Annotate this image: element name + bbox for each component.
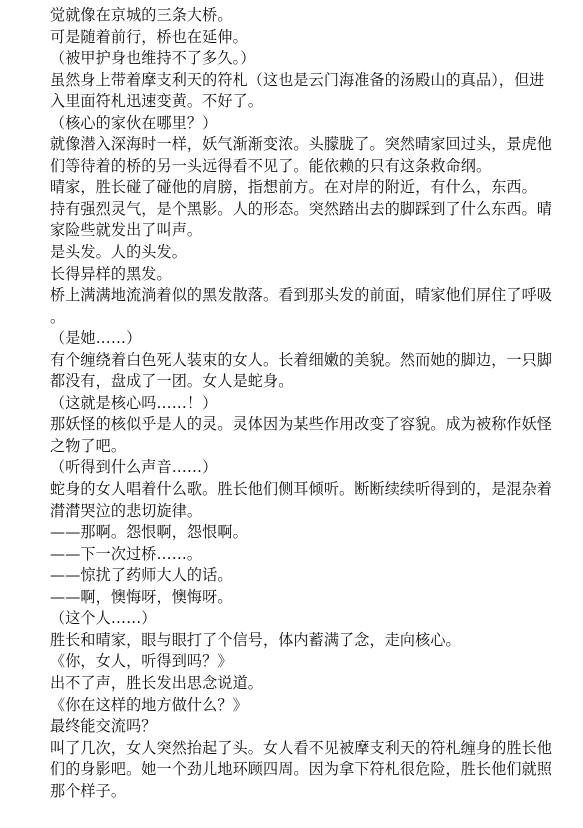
paragraph-15: 那妖怪的核似乎是人的灵。灵体因为某些作用改变了容貌。成为被称作妖怪之物了吧。 <box>50 415 553 455</box>
document-page <box>50 0 555 828</box>
paragraph-21: ——啊，懊悔呀，懊悔呀。 <box>50 587 233 606</box>
paragraph-8: 持有强烈灵气，是个黑影。人的形态。突然踏出去的脚踩到了什么东西。晴家险些就发出了叫声。 <box>50 199 553 240</box>
paragraph-26: 《你在这样的地方做什么？》 <box>50 695 248 714</box>
paragraph-19: ——下一次过桥……。 <box>50 544 203 563</box>
paragraph-22: （这个人……） <box>50 609 157 628</box>
paragraph-25: 出不了声，胜长发出思念说道。 <box>50 673 263 692</box>
paragraph-13: 有个缠绕着白色死人装束的女人。长着细嫩的美貌。然而她的脚边，一只脚都没有，盘成了一团。女人是蛇身。 <box>50 350 553 391</box>
paragraph-3: （被甲护身也维持不了多久。） <box>50 49 256 68</box>
paragraph-9: 是头发。人的头发。 <box>50 243 187 262</box>
paragraph-28: 叫了几次，女人突然抬起了头。女人看不见被摩支利天的符札缠身的胜长他们的身影吧。她一个劲儿地环顾四周。因为拿下符札很危险，胜长他们就照那个样子。 <box>50 738 553 800</box>
paragraph-12: （是她……） <box>50 329 142 348</box>
paragraph-5: （核心的家伙在哪里？） <box>50 113 218 132</box>
paragraph-14: （这就是核心吗……！） <box>50 393 218 412</box>
paragraph-2: 可是随着前行，桥也在延伸。 <box>50 27 248 46</box>
paragraph-20: ——惊扰了药师大人的话。 <box>50 566 233 585</box>
paragraph-17: 蛇身的女人唱着什么歌。胜长他们侧耳倾听。断断续续听得到的，是混杂着潸潸哭泣的悲切旋律。 <box>50 480 553 520</box>
paragraph-1: 觉就像在京城的三条大桥。 <box>50 6 233 24</box>
paragraph-6: 就像潜入深海时一样，妖气渐渐变浓。头朦胧了。突然晴家回过头，景虎他们等待着的桥的另一头远得看不见了。能依赖的只有这条救命纲。 <box>50 135 553 175</box>
paragraph-16: （听得到什么声音……） <box>50 458 218 477</box>
paragraph-4: 虽然身上带着摩支利天的符札（这也是云门海准备的汤殿山的真品），但进入里面符札迅速变黄。不好了。 <box>50 70 545 111</box>
paragraph-18: ——那啊。怨恨啊，怨恨啊。 <box>50 523 248 542</box>
paragraph-10: 长得异样的黑发。 <box>50 264 172 283</box>
paragraph-23: 胜长和晴家，眼与眼打了个信号，体内蓄满了念，走向核心。 <box>50 630 461 649</box>
paragraph-27: 最终能交流吗？ <box>50 717 157 736</box>
paragraph-7: 晴家，胜长碰了碰他的肩膀，指想前方。在对岸的附近，有什么，东西。 <box>50 178 537 197</box>
paragraph-24: 《你，女人，听得到吗？》 <box>50 652 233 671</box>
paragraph-11: 桥上满满地流淌着似的黑发散落。看到那头发的前面，晴家他们屏住了呼吸。 <box>50 286 553 326</box>
